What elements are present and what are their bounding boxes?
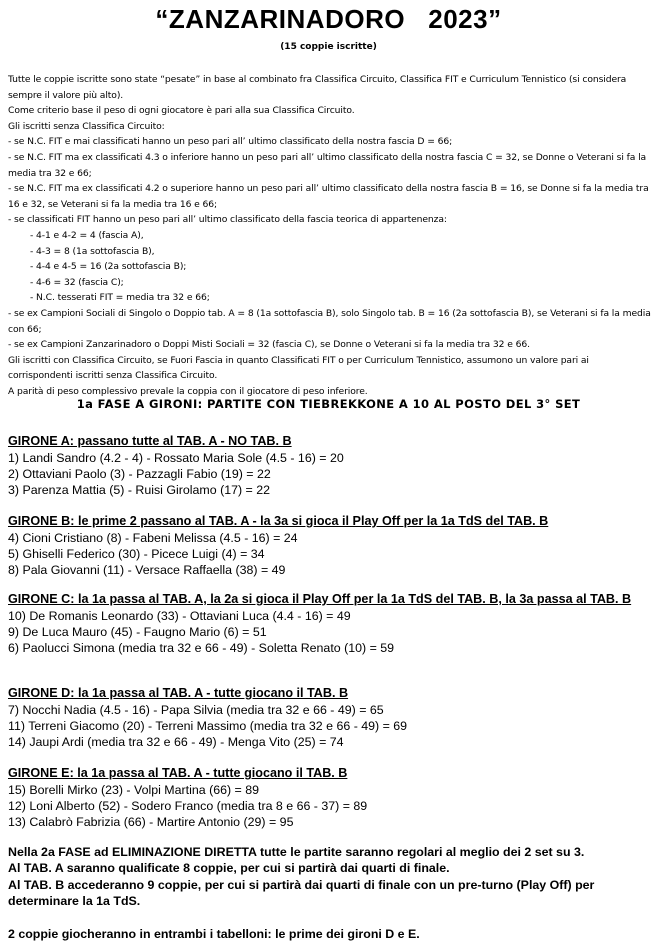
sub-rule-line: - 4-6 = 32 (fascia C); [30, 276, 124, 288]
rule-line: - se classificati FIT hanno un peso pari all’ ultimo classificato della fascia teorica di appartenenza: [8, 214, 447, 226]
sub-rule-line: - 4-1 e 4-2 = 4 (fascia A), [30, 229, 144, 241]
group-e [8, 765, 648, 830]
document-subtitle: (15 coppie iscritte) [280, 42, 377, 52]
pair-row: 2) Ottaviani Paolo (3) - Pazzagli Fabio (19) = 22 [8, 466, 271, 481]
sub-rule-line: - 4-4 e 4-5 = 16 (2a sottofascia B); [30, 261, 187, 273]
group-b [8, 513, 648, 578]
pair-row: 7) Nocchi Nadia (4.5 - 16) - Papa Silvia (media tra 32 e 66 - 49) = 65 [8, 702, 384, 717]
sub-rule-line: - 4-3 = 8 (1a sottofascia B), [30, 245, 155, 257]
rule-line: Come criterio base il peso di ogni giocatore è pari alla sua Classifica Circuito. [8, 105, 355, 117]
note-line: 2 coppie giocheranno in entrambi i tabelloni: le prime dei gironi D e E. [8, 927, 420, 941]
weighting-rules [8, 72, 653, 399]
rule-line: - se N.C. FIT ma ex classificati 4.3 o inferiore hanno un peso pari all’ ultimo classificato della nostra fascia C = 32, se Donne o Veterani si fa la media tra 32 e 66; [8, 151, 647, 179]
group-heading: GIRONE D: la 1a passa al TAB. A - tutte giocano il TAB. B [8, 686, 349, 700]
rule-line: Tutte le coppie iscritte sono state “pesate” in base al combinato fra Classifica Circuito, Classifica FIT e Curriculum Tennistico (si considera sempre il valore più alto). [8, 74, 627, 101]
pair-row: 4) Cioni Cristiano (8) - Fabeni Melissa (4.5 - 16) = 24 [8, 530, 298, 545]
group-a [8, 433, 648, 498]
pair-row: 14) Jaupi Ardi (media tra 32 e 66 - 49) - Menga Vito (25) = 74 [8, 734, 344, 749]
group-heading: GIRONE E: la 1a passa al TAB. A - tutte giocano il TAB. B [8, 766, 348, 780]
group-heading: GIRONE B: le prime 2 passano al TAB. A - la 3a si gioca il Play Off per la 1a TdS del TAB. B [8, 514, 549, 528]
rule-line: Gli iscritti senza Classifica Circuito: [8, 120, 165, 132]
document-title: “ZANZARINADORO 2023” [155, 4, 502, 34]
rule-line: - se N.C. FIT e mai classificati hanno un peso pari all’ ultimo classificato della nostra fascia D = 66; [8, 136, 453, 148]
pair-row: 13) Calabrò Fabrizia (66) - Martire Antonio (29) = 95 [8, 814, 294, 829]
pair-row: 8) Pala Giovanni (11) - Versace Raffaella (38) = 49 [8, 562, 286, 577]
rule-line: Gli iscritti con Classifica Circuito, se Fuori Fascia in quanto Classificati FIT o per Curriculum Tennistico, assumono un valore pari ai corrispondenti iscritti senza Classifica Circuito. [8, 354, 589, 382]
pair-row: 12) Loni Alberto (52) - Sodero Franco (media tra 8 e 66 - 37) = 89 [8, 798, 368, 813]
group-heading: GIRONE C: la 1a passa al TAB. A, la 2a si gioca il Play Off per la 1a TdS del TAB. B, la 3a passa al TAB. B [8, 592, 632, 606]
rule-line: - se ex Campioni Sociali di Singolo o Doppio tab. A = 8 (1a sottofascia B), solo Singolo tab. B = 16 (2a sottofascia B), se Veterani si fa la media con 66; [8, 307, 651, 335]
pair-row: 1) Landi Sandro (4.2 - 4) - Rossato Maria Sole (4.5 - 16) = 20 [8, 450, 344, 465]
group-d [8, 685, 648, 750]
pair-row: 3) Parenza Mattia (5) - Ruisi Girolamo (17) = 22 [8, 482, 271, 497]
pair-row: 5) Ghiselli Federico (30) - Picece Luigi (4) = 34 [8, 546, 265, 561]
sub-rule-line: - N.C. tesserati FIT = media tra 32 e 66; [30, 292, 210, 304]
phase-heading: 1a FASE A GIRONI: PARTITE CON TIEBREKKONE A 10 AL POSTO DEL 3° SET [76, 397, 581, 411]
pair-row: 11) Terreni Giacomo (20) - Terreni Massimo (media tra 32 e 66 - 49) = 69 [8, 718, 408, 733]
group-heading: GIRONE A: passano tutte al TAB. A - NO TAB. B [8, 434, 292, 448]
note-line: Al TAB. B accederanno 9 coppie, per cui si partirà dai quarti di finale con un pre-turno (Play Off) per determinare la 1a TdS. [8, 877, 595, 909]
closing-note [8, 926, 648, 942]
pair-row: 9) De Luca Mauro (45) - Faugno Mario (6) = 51 [8, 624, 267, 639]
rule-line: A parità di peso complessivo prevale la coppia con il giocatore di peso inferiore. [8, 385, 368, 397]
pair-row: 15) Borelli Mirko (23) - Volpi Martina (66) = 89 [8, 782, 260, 797]
note-line: Al TAB. A saranno qualificate 8 coppie, per cui si partirà dai quarti di finale. [8, 861, 450, 876]
group-c [8, 591, 648, 656]
rule-line: - se ex Campioni Zanzarinadoro o Doppi Misti Sociali = 32 (fascia C), se Donne o Veterani si fa la media tra 32 e 66. [8, 339, 530, 351]
rule-line: - se N.C. FIT ma ex classificati 4.2 o superiore hanno un peso pari all’ ultimo classificato della nostra fascia B = 16, se Donne si fa la media tra 16 e 32, se Veterani si fa la media tra 16 e 66; [8, 183, 649, 210]
note-line: Nella 2a FASE ad ELIMINAZIONE DIRETTA tutte le partite saranno regolari al meglio dei 2 set su 3. [8, 845, 585, 859]
pair-row: 6) Paolucci Simona (media tra 32 e 66 - 49) - Soletta Renato (10) = 59 [8, 640, 395, 655]
elimination-notes [8, 844, 648, 910]
pair-row: 10) De Romanis Leonardo (33) - Ottaviani Luca (4.4 - 16) = 49 [8, 608, 351, 623]
